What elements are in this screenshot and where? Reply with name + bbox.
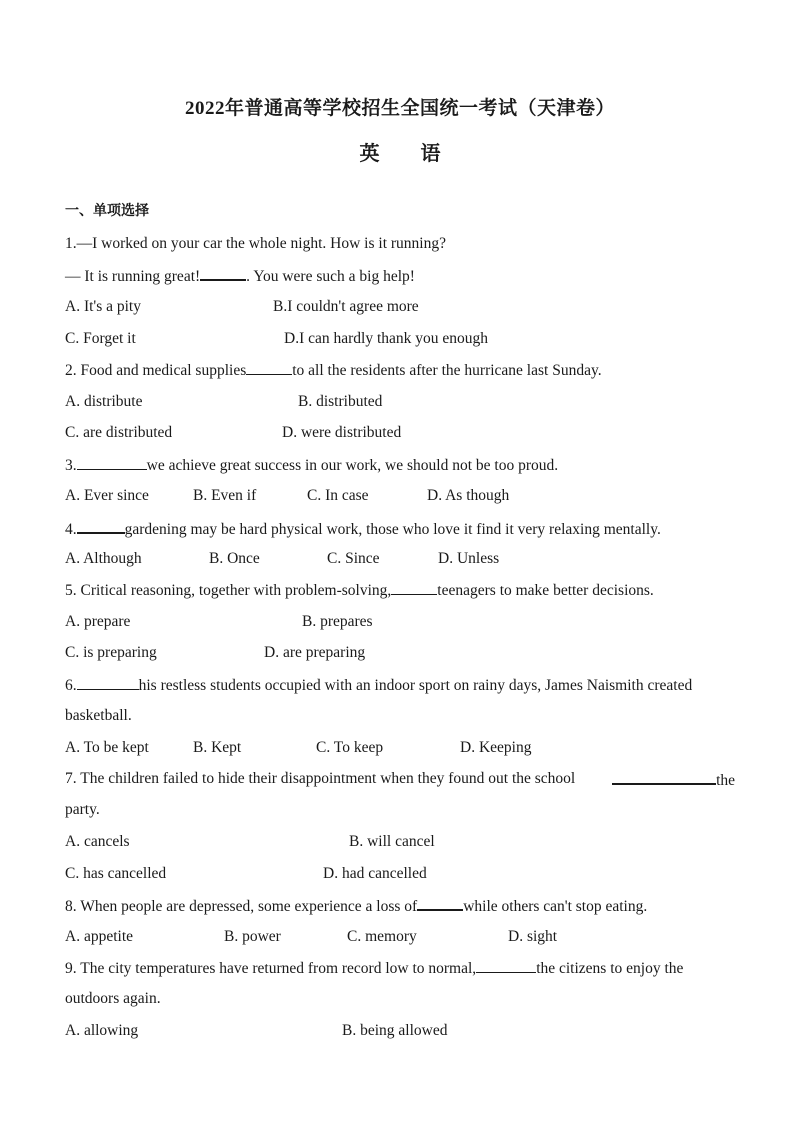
question-4-option-b: B. Once: [209, 550, 260, 567]
question-7-option-b: B. will cancel: [349, 833, 435, 850]
question-8-option-a: A. appetite: [65, 928, 134, 945]
question-6-number: 6.: [65, 677, 77, 694]
question-8-stem-start: 8. When people are depressed, some experience a loss of: [65, 898, 418, 915]
question-4-stem-end: gardening may be hard physical work, those who love it find it very relaxing mentally.: [124, 521, 661, 538]
answer-blank: [200, 265, 246, 281]
section-heading: 一、单项选择: [65, 203, 149, 219]
answer-blank: [77, 518, 125, 534]
question-6-option-c: C. To keep: [316, 739, 384, 756]
question-6-option-b: B. Kept: [193, 739, 242, 756]
question-6-stem-head: [65, 675, 692, 696]
question-9-stem-continued: outdoors again.: [65, 990, 161, 1007]
question-4-option-c: C. Since: [327, 550, 380, 567]
answer-blank: [77, 455, 147, 470]
question-6-option-d: D. Keeping: [460, 739, 532, 756]
question-3-option-d: D. As though: [427, 487, 510, 504]
question-1-stem: 1.—I worked on your car the whole night. How is it running?: [65, 235, 446, 252]
question-5-stem-start: 5. Critical reasoning, together with problem-solving,: [65, 582, 392, 599]
question-2-option-d: D. were distributed: [282, 424, 402, 441]
question-5-option-c: C. is preparing: [65, 644, 157, 661]
question-9-text: 9. The city temperatures have returned from record low to normal,: [65, 960, 477, 977]
question-6-stem: [65, 675, 735, 696]
question-5-option-a: A. prepare: [65, 613, 131, 630]
question-3-stem-start: 3.: [65, 457, 77, 474]
question-9-text-end: the citizens to enjoy the: [536, 960, 684, 977]
question-7-option-a: A. cancels: [65, 833, 130, 850]
question-2-option-a: A. distribute: [65, 393, 143, 410]
question-9-stem-row: [65, 958, 735, 979]
answer-blank: [417, 895, 463, 911]
question-1-response-text: — It is running great!: [65, 268, 201, 285]
question-7-tail: [612, 769, 735, 791]
question-5-stem-end: teenagers to make better decisions.: [437, 582, 654, 599]
answer-blank: [77, 675, 139, 690]
exam-title: 2022年普通高等学校招生全国统一考试（天津卷）: [184, 98, 615, 119]
question-9-option-b: B. being allowed: [342, 1022, 448, 1039]
question-1-response: [65, 265, 415, 287]
question-5-stem: [65, 580, 654, 601]
answer-blank: [476, 958, 536, 973]
question-8-stem: [65, 895, 647, 917]
question-2-option-c: C. are distributed: [65, 424, 173, 441]
question-1-option-a: A. It's a pity: [65, 298, 141, 315]
question-2-stem-end: to all the residents after the hurricane last Sunday.: [292, 362, 602, 379]
question-3-stem-end: we achieve great success in our work, we should not be too proud.: [146, 457, 559, 474]
question-8-stem-end: while others can't stop eating.: [463, 898, 648, 915]
question-6-stem-row: [65, 675, 735, 696]
question-8-option-b: B. power: [224, 928, 281, 945]
question-7-option-d: D. had cancelled: [323, 865, 427, 882]
question-7-tail-word: the: [716, 772, 735, 789]
question-4-option-d: D. Unless: [438, 550, 500, 567]
question-1-option-c: C. Forget it: [65, 330, 136, 347]
subject-title: 英 语: [359, 143, 459, 165]
question-3-stem: [65, 455, 558, 476]
question-6-option-a: A. To be kept: [65, 739, 149, 756]
question-3-option-b: B. Even if: [193, 487, 257, 504]
question-7-option-c: C. has cancelled: [65, 865, 167, 882]
question-9-option-a: A. allowing: [65, 1022, 139, 1039]
answer-blank: [612, 769, 716, 785]
answer-blank: [246, 360, 292, 375]
question-5-option-d: D. are preparing: [264, 644, 366, 661]
question-7-text: 7. The children failed to hide their disappointment when they found out the school: [65, 770, 576, 787]
question-1-response-tail: . You were such a big help!: [246, 268, 415, 285]
question-8-option-c: C. memory: [347, 928, 417, 945]
question-4-stem: [65, 518, 661, 540]
question-6-text: his restless students occupied with an indoor sport on rainy days, James Naismith created: [138, 677, 693, 694]
question-3-option-c: C. In case: [307, 487, 369, 504]
question-9-stem: [65, 958, 735, 979]
question-7-stem-row: [65, 769, 735, 791]
question-2-stem: [65, 360, 602, 381]
question-1-option-b: B.I couldn't agree more: [273, 298, 419, 315]
question-1-option-d: D.I can hardly thank you enough: [284, 330, 489, 347]
question-7-stem: [65, 769, 735, 791]
question-2-option-b: B. distributed: [298, 393, 383, 410]
question-6-stem-continued: basketball.: [65, 707, 132, 724]
question-5-option-b: B. prepares: [302, 613, 373, 630]
question-8-option-d: D. sight: [508, 928, 558, 945]
question-7-stem-continued: party.: [65, 801, 100, 818]
question-2-stem-start: 2. Food and medical supplies: [65, 362, 247, 379]
question-4-option-a: A. Although: [65, 550, 142, 567]
answer-blank: [391, 580, 437, 595]
question-4-stem-start: 4.: [65, 521, 77, 538]
question-9-stem-head: [65, 958, 683, 979]
question-3-option-a: A. Ever since: [65, 487, 149, 504]
